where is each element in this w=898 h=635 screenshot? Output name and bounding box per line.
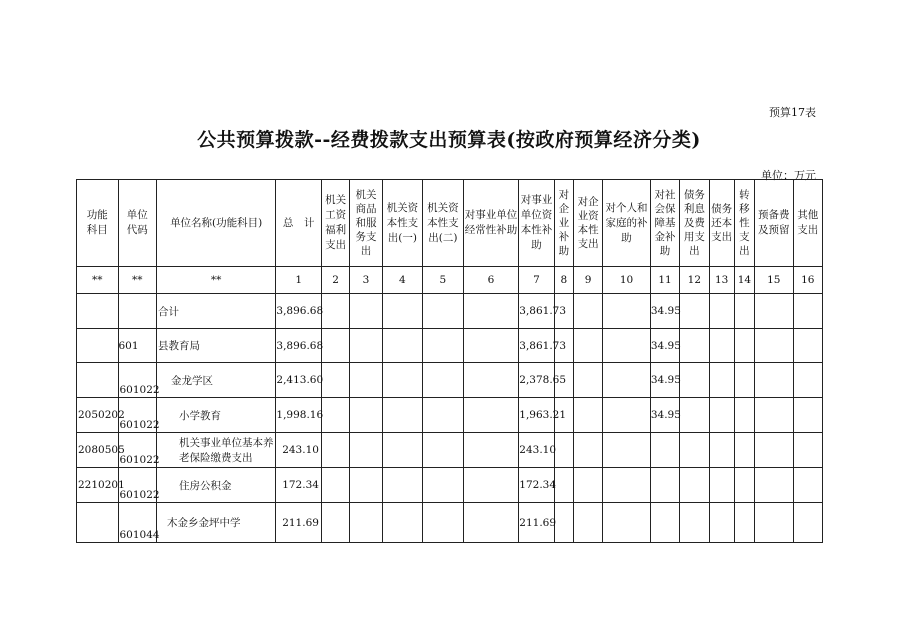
column-number-row [77, 267, 823, 294]
col10-cell [650, 468, 679, 503]
empty-cell [734, 329, 754, 363]
empty-cell [463, 468, 519, 503]
table-row [77, 398, 823, 433]
col10-cell: 34.95 [650, 294, 679, 329]
unit-name-cell: 合计 [156, 294, 275, 329]
empty-cell [709, 329, 734, 363]
empty-cell [603, 468, 651, 503]
col-num: 2 [321, 267, 349, 294]
col-header-13: 转移性支出 [734, 180, 754, 267]
empty-cell [350, 468, 382, 503]
col-header-5: 对事业单位经常性补助 [463, 180, 519, 267]
total-cell: 3,896.68 [276, 294, 322, 329]
unit-code-cell [118, 294, 156, 329]
empty-cell [350, 503, 382, 543]
empty-cell [734, 433, 754, 468]
empty-cell [680, 398, 709, 433]
empty-cell [350, 433, 382, 468]
empty-cell [321, 503, 349, 543]
empty-cell [350, 294, 382, 329]
col-num: 13 [709, 267, 734, 294]
col-header-12: 债务还本支出 [709, 180, 734, 267]
col-num: 10 [603, 267, 651, 294]
function-code-cell: 2080505 [77, 433, 119, 468]
total-cell: 3,896.68 [276, 329, 322, 363]
empty-cell [793, 363, 823, 398]
col-num: 9 [573, 267, 602, 294]
empty-cell [321, 329, 349, 363]
empty-cell [755, 468, 793, 503]
empty-cell [350, 329, 382, 363]
table-row [77, 363, 823, 398]
total-cell: 172.34 [276, 468, 322, 503]
empty-cell [793, 503, 823, 543]
col-header-6: 对事业单位资本性补助 [519, 180, 554, 267]
col-header-14: 预备费及预留 [755, 180, 793, 267]
unit-code-cell: 601022 [118, 363, 156, 398]
col-num: 7 [519, 267, 554, 294]
col10-cell: 34.95 [650, 398, 679, 433]
empty-cell [463, 503, 519, 543]
empty-cell [573, 433, 602, 468]
empty-cell [573, 329, 602, 363]
table-row [77, 329, 823, 363]
empty-cell [382, 503, 422, 543]
col6-cell: 2,378.65 [519, 363, 554, 398]
col-num: 16 [793, 267, 823, 294]
table-row [77, 503, 823, 543]
empty-cell [350, 363, 382, 398]
empty-cell [680, 433, 709, 468]
total-cell: 243.10 [276, 433, 322, 468]
unit-code-cell: 601044 [118, 503, 156, 543]
empty-cell [734, 398, 754, 433]
function-code-cell [77, 329, 119, 363]
empty-cell [680, 363, 709, 398]
unit-code-cell: 601 [118, 329, 156, 363]
unit-name-cell: 木金乡金坪中学 [156, 503, 275, 543]
empty-cell [709, 468, 734, 503]
unit-name-cell: 机关事业单位基本养老保险缴费支出 [156, 433, 275, 468]
empty-cell [793, 468, 823, 503]
empty-cell [554, 433, 573, 468]
col-header-15: 其他支出 [793, 180, 823, 267]
empty-cell [423, 329, 463, 363]
function-code-cell [77, 503, 119, 543]
empty-cell [423, 294, 463, 329]
empty-cell [382, 363, 422, 398]
col-num: 12 [680, 267, 709, 294]
empty-cell [554, 503, 573, 543]
empty-cell [603, 329, 651, 363]
empty-cell [603, 294, 651, 329]
function-code-cell: 2050202 [77, 398, 119, 433]
empty-cell [755, 433, 793, 468]
empty-cell [423, 398, 463, 433]
empty-cell [382, 433, 422, 468]
empty-cell [321, 433, 349, 468]
empty-cell [680, 468, 709, 503]
col6-cell: 172.34 [519, 468, 554, 503]
total-cell: 1,998.16 [276, 398, 322, 433]
empty-cell [463, 363, 519, 398]
unit-code-cell: 601022 [118, 433, 156, 468]
col-num: 14 [734, 267, 754, 294]
empty-cell [423, 468, 463, 503]
col-header-10: 对社会保障基金补助 [650, 180, 679, 267]
page-title: 公共预算拨款--经费拨款支出预算表(按政府预算经济分类) [197, 129, 701, 151]
col6-cell: 3,861.73 [519, 294, 554, 329]
empty-cell [709, 503, 734, 543]
col10-cell [650, 433, 679, 468]
empty-cell [463, 329, 519, 363]
empty-cell [734, 468, 754, 503]
col-num: 6 [463, 267, 519, 294]
empty-cell [755, 363, 793, 398]
empty-cell [680, 294, 709, 329]
col-num: 8 [554, 267, 573, 294]
function-code-cell [77, 294, 119, 329]
empty-cell [382, 468, 422, 503]
unit-label: 单位：万元 [761, 169, 816, 182]
col10-cell: 34.95 [650, 363, 679, 398]
total-cell: 2,413.60 [276, 363, 322, 398]
empty-cell [755, 294, 793, 329]
unit-code-cell: 601022 [118, 468, 156, 503]
function-code-cell: 2210201 [77, 468, 119, 503]
col-num: 4 [382, 267, 422, 294]
col-header-code: 单位代码 [118, 180, 156, 267]
empty-cell [680, 329, 709, 363]
empty-cell [793, 294, 823, 329]
empty-cell [321, 294, 349, 329]
col-header-name: 单位名称(功能科目) [156, 180, 275, 267]
empty-cell [573, 503, 602, 543]
table-id: 预算17表 [769, 106, 816, 119]
empty-cell [755, 329, 793, 363]
table-row [77, 468, 823, 503]
col-num: 3 [350, 267, 382, 294]
unit-name-cell: 金龙学区 [156, 363, 275, 398]
empty-cell [755, 503, 793, 543]
empty-cell [734, 503, 754, 543]
empty-cell [755, 398, 793, 433]
function-code-cell [77, 363, 119, 398]
table-row [77, 294, 823, 329]
empty-cell [734, 363, 754, 398]
col6-cell: 211.69 [519, 503, 554, 543]
empty-cell [554, 468, 573, 503]
empty-cell [423, 433, 463, 468]
empty-cell [603, 503, 651, 543]
empty-cell [321, 363, 349, 398]
col-header-11: 债务利息及费用支出 [680, 180, 709, 267]
empty-cell [573, 398, 602, 433]
col-header-7: 对企业补助 [554, 180, 573, 267]
table-row [77, 433, 823, 468]
empty-cell [423, 503, 463, 543]
empty-cell [709, 363, 734, 398]
col-num: 11 [650, 267, 679, 294]
empty-cell [382, 294, 422, 329]
col-num: ** [77, 267, 119, 294]
empty-cell [423, 363, 463, 398]
col-header-9: 对个人和家庭的补助 [603, 180, 651, 267]
col6-cell: 243.10 [519, 433, 554, 468]
col10-cell: 34.95 [650, 329, 679, 363]
unit-code-cell: 601022 [118, 398, 156, 433]
empty-cell [603, 363, 651, 398]
empty-cell [321, 468, 349, 503]
empty-cell [709, 433, 734, 468]
col-header-8: 对企业资本性支出 [573, 180, 602, 267]
col-header-3: 机关资本性支出(一) [382, 180, 422, 267]
empty-cell [709, 294, 734, 329]
empty-cell [463, 433, 519, 468]
empty-cell [463, 398, 519, 433]
unit-name-cell: 住房公积金 [156, 468, 275, 503]
col-num: 15 [755, 267, 793, 294]
empty-cell [573, 363, 602, 398]
col-num: 5 [423, 267, 463, 294]
col-header-1: 机关工资福利支出 [321, 180, 349, 267]
col-num: ** [156, 267, 275, 294]
col6-cell: 3,861.73 [519, 329, 554, 363]
empty-cell [463, 294, 519, 329]
col-header-func: 功能科目 [77, 180, 119, 267]
col10-cell [650, 503, 679, 543]
empty-cell [350, 398, 382, 433]
empty-cell [734, 294, 754, 329]
col-header-4: 机关资本性支出(二) [423, 180, 463, 267]
col-num: 1 [276, 267, 322, 294]
empty-cell [603, 398, 651, 433]
col6-cell: 1,963.21 [519, 398, 554, 433]
col-header-total: 总 计 [276, 180, 322, 267]
empty-cell [793, 433, 823, 468]
empty-cell [793, 398, 823, 433]
unit-name-cell: 小学教育 [156, 398, 275, 433]
empty-cell [793, 329, 823, 363]
unit-name-cell: 县教育局 [156, 329, 275, 363]
empty-cell [603, 433, 651, 468]
empty-cell [382, 329, 422, 363]
total-cell: 211.69 [276, 503, 322, 543]
col-header-2: 机关商品和服务支出 [350, 180, 382, 267]
empty-cell [382, 398, 422, 433]
empty-cell [573, 294, 602, 329]
empty-cell [573, 468, 602, 503]
budget-table [76, 179, 823, 543]
empty-cell [321, 398, 349, 433]
col-num: ** [118, 267, 156, 294]
header-row [77, 180, 823, 267]
empty-cell [709, 398, 734, 433]
empty-cell [680, 503, 709, 543]
